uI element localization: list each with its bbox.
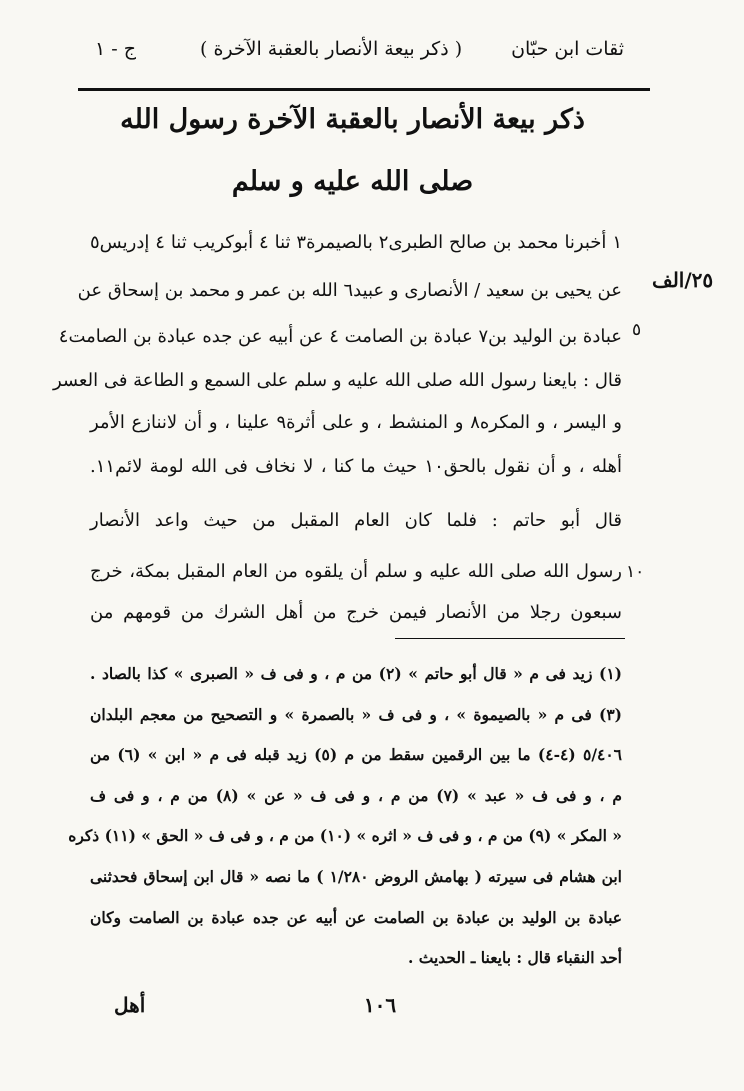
- footnote-line-6: ابن هشام فى سيرته ( بهامش الروض ١/٢٨٠ ) ما نصه « قال ابن إسحاق فحدثنى: [90, 867, 622, 886]
- line-number-5: ٥: [632, 320, 642, 340]
- body-line-6: أهله ، و أن نقول بالحق١٠ حيث ما كنا ، لا نخاف فى الله لومة لائم١١.: [90, 456, 622, 477]
- footnote-line-4: م ، و فى ف « عبد » (٧) من م ، و فى ف « عن » (٨) من م ، و فى ف: [90, 786, 623, 805]
- running-header-book-title: ثقات ابن حبّان: [511, 38, 624, 60]
- margin-folio-reference: ٢٥/الف: [652, 268, 714, 292]
- running-header-volume: ج - ١: [95, 38, 136, 60]
- footnote-line-1: (١) زيد فى م « قال أبو حاتم » (٢) من م ، و فى ف « الصبرى » كذا بالصاد .: [90, 664, 623, 683]
- chapter-title-line-1: ذكر بيعة الأنصار بالعقبة الآخرة رسول الله: [120, 104, 585, 135]
- page-number: ١٠٦: [363, 993, 397, 1017]
- body-line-7: قال أبو حاتم : فلما كان العام المقبل من حيث واعد الأنصار: [90, 510, 622, 531]
- footnote-line-2: (٣) فى م « بالصيموة » ، و فى ف « بالصمرة » و التصحيح من معجم البلدان: [90, 705, 622, 724]
- footnote-line-8: أحد النقباء قال : بايعنا ـ الحديث .: [407, 948, 622, 967]
- catchword: أهل: [114, 993, 146, 1017]
- body-line-1: ١ أخبرنا محمد بن صالح الطبرى٢ بالصيمرة٣ ثنا ٤ أبوكريب ثنا ٤ إدريس٥: [90, 232, 622, 253]
- footnote-line-7: عبادة بن الوليد بن عبادة بن الصامت عن أبيه عن جده عبادة بن الصامت وكان: [90, 908, 622, 927]
- body-line-3: عبادة بن الوليد بن٧ عبادة بن الصامت ٤ عن أبيه عن جده عبادة بن الصامت٤: [58, 326, 622, 347]
- chapter-title-line-2: صلى الله عليه و سلم: [231, 166, 474, 197]
- body-line-9: سبعون رجلا من الأنصار فيمن خرج من أهل الشرك من قومهم من: [90, 602, 622, 623]
- line-number-10: ١٠: [626, 562, 645, 582]
- header-rule: [78, 88, 650, 91]
- body-line-8: رسول الله صلى الله عليه و سلم أن يلقوه من العام المقبل بمكة، خرج: [90, 561, 622, 582]
- body-line-2: عن يحيى بن سعيد / الأنصارى و عبيد٦ الله بن عمر و محمد بن إسحاق عن: [77, 280, 622, 301]
- footnote-line-3: ٥/٤٠٦ (٤-٤) ما بين الرقمين سقط من م (٥) زيد قبله فى م « ابن » (٦) من: [90, 745, 622, 764]
- body-line-4: قال : بايعنا رسول الله صلى الله عليه و سلم على السمع و الطاعة فى العسر: [52, 370, 622, 391]
- running-header-section-title: ( ذكر بيعة الأنصار بالعقبة الآخرة ): [200, 38, 463, 60]
- body-line-5: و اليسر ، و المكره٨ و المنشط ، و على أثرة٩ علينا ، و أن لاننازع الأمر: [90, 412, 622, 433]
- footnote-rule: [395, 638, 625, 639]
- footnote-line-5: « المكر » (٩) من م ، و فى ف « اثره » (١٠) من م ، و فى ف « الحق » (١١) ذكره: [68, 826, 622, 845]
